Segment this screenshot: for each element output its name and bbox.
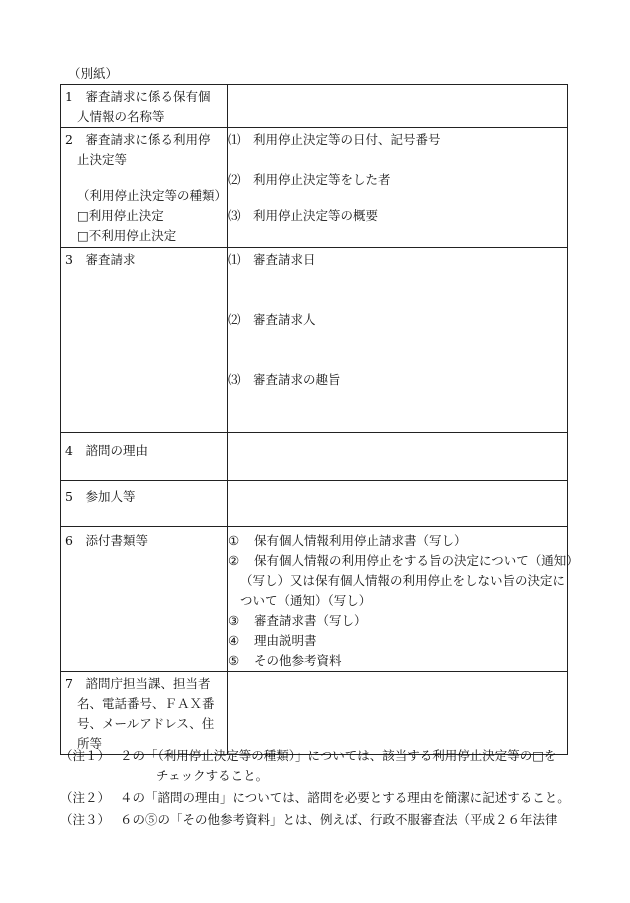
attachment-item-3 — [228, 611, 563, 631]
attachment-item-4 — [228, 631, 563, 651]
row-7-label — [61, 672, 228, 755]
row-5-value — [228, 481, 568, 527]
row-7-label-line-4: 所等 — [77, 736, 103, 751]
notes-section — [60, 746, 580, 832]
row-2-label-line-2: 止決定等 — [77, 152, 128, 167]
inquiry-form-table — [60, 84, 579, 755]
note-2 — [60, 788, 580, 808]
option-stop-decision[interactable]: □利用停止決定 — [77, 208, 164, 223]
attachment-text-1: 保有個人情報利用停止請求書（写し） — [254, 533, 467, 548]
row-1-value — [228, 85, 568, 128]
row-4-label — [61, 433, 228, 481]
note-1-cont — [60, 766, 580, 786]
row-2-item-1: ⑴ 利用停止決定等の日付、記号番号 — [228, 132, 441, 147]
row-6-value — [228, 527, 579, 672]
attachment-item-2 — [228, 551, 579, 571]
row-2-value — [228, 128, 568, 248]
row-3-item-1: ⑴ 審査請求日 — [228, 252, 316, 267]
attachment-mark-3: ③ — [228, 613, 240, 628]
row-7-label-line-1: 7 諮問庁担当課、担当者 — [65, 676, 211, 691]
note-2-label: （注２） — [60, 790, 111, 805]
row-2-item-2: ⑵ 利用停止決定等をした者 — [228, 172, 391, 187]
decision-type-title: （利用停止決定等の種類） — [77, 188, 228, 203]
row-1-label — [61, 85, 228, 128]
note-1 — [60, 746, 580, 766]
row-4-label-line-1: 4 諮問の理由 — [65, 443, 148, 458]
attachment-text-4: 理由説明書 — [254, 633, 317, 648]
attachment-text-5: その他参考資料 — [254, 653, 342, 668]
attachment-text-2: 保有個人情報の利用停止をする旨の決定について（通知） — [254, 553, 579, 568]
note-3-label: （注３） — [60, 812, 111, 827]
row-6 — [61, 527, 568, 672]
row-1-label-line-2: 人情報の名称等 — [77, 109, 165, 124]
row-1 — [61, 85, 568, 128]
row-3 — [61, 248, 568, 433]
row-2 — [61, 128, 568, 248]
attachment-mark-4: ④ — [228, 633, 240, 648]
note-1-label: （注１） — [60, 748, 111, 763]
row-1-label-line-1: 1 審査請求に係る保有個 — [65, 89, 211, 104]
row-3-value — [228, 248, 568, 433]
attachment-text-2-cont-2: ついて（通知）（写し） — [240, 593, 372, 608]
row-3-item-3: ⑶ 審査請求の趣旨 — [228, 372, 341, 387]
attachment-text-3: 審査請求書（写し） — [254, 613, 367, 628]
row-2-label-line-1: 2 審査請求に係る利用停 — [65, 132, 211, 147]
attachment-text-2-cont-1: （写し）又は保有個人情報の利用停止をしない旨の決定に — [240, 573, 566, 588]
attachment-item-1 — [228, 531, 563, 551]
row-4-value — [228, 433, 568, 481]
row-7-label-line-2: 名、電話番号、ＦＡＸ番 — [77, 696, 215, 711]
row-6-label-line-1: 6 添付書類等 — [65, 533, 148, 548]
row-3-item-2: ⑵ 審査請求人 — [228, 312, 316, 327]
row-2-label — [61, 128, 228, 248]
row-7-label-line-3: 号、メールアドレス、住 — [77, 716, 215, 731]
note-3-line-1: ６の⑤の「その他参考資料」とは、例えば、行政不服審査法（平成２６年法律 — [120, 812, 558, 827]
note-3 — [60, 810, 580, 830]
note-1-line-2: チェックすること。 — [156, 768, 269, 783]
option-non-stop-decision[interactable]: □不利用停止決定 — [77, 228, 177, 243]
row-2-item-3: ⑶ 利用停止決定等の概要 — [228, 208, 379, 223]
attachment-mark-2: ② — [228, 553, 240, 568]
row-3-label — [61, 248, 228, 433]
annex-label: （別紙） — [68, 66, 119, 81]
row-4 — [61, 433, 568, 481]
attachment-item-5 — [228, 651, 563, 671]
row-7-value — [228, 672, 568, 755]
attachment-mark-5: ⑤ — [228, 653, 240, 668]
attachment-mark-1: ① — [228, 533, 240, 548]
note-1-line-1: ２の「（利用停止決定等の種類）」については、該当する利用停止決定等の□を — [120, 748, 557, 763]
row-7 — [61, 672, 568, 755]
row-3-label-line-1: 3 審査請求 — [65, 252, 136, 267]
note-2-line-1: ４の「諮問の理由」については、諮問を必要とする理由を簡潔に記述すること。 — [120, 790, 570, 805]
row-5-label — [61, 481, 228, 527]
row-5 — [61, 481, 568, 527]
row-6-label — [61, 527, 228, 672]
row-5-label-line-1: 5 参加人等 — [65, 489, 136, 504]
